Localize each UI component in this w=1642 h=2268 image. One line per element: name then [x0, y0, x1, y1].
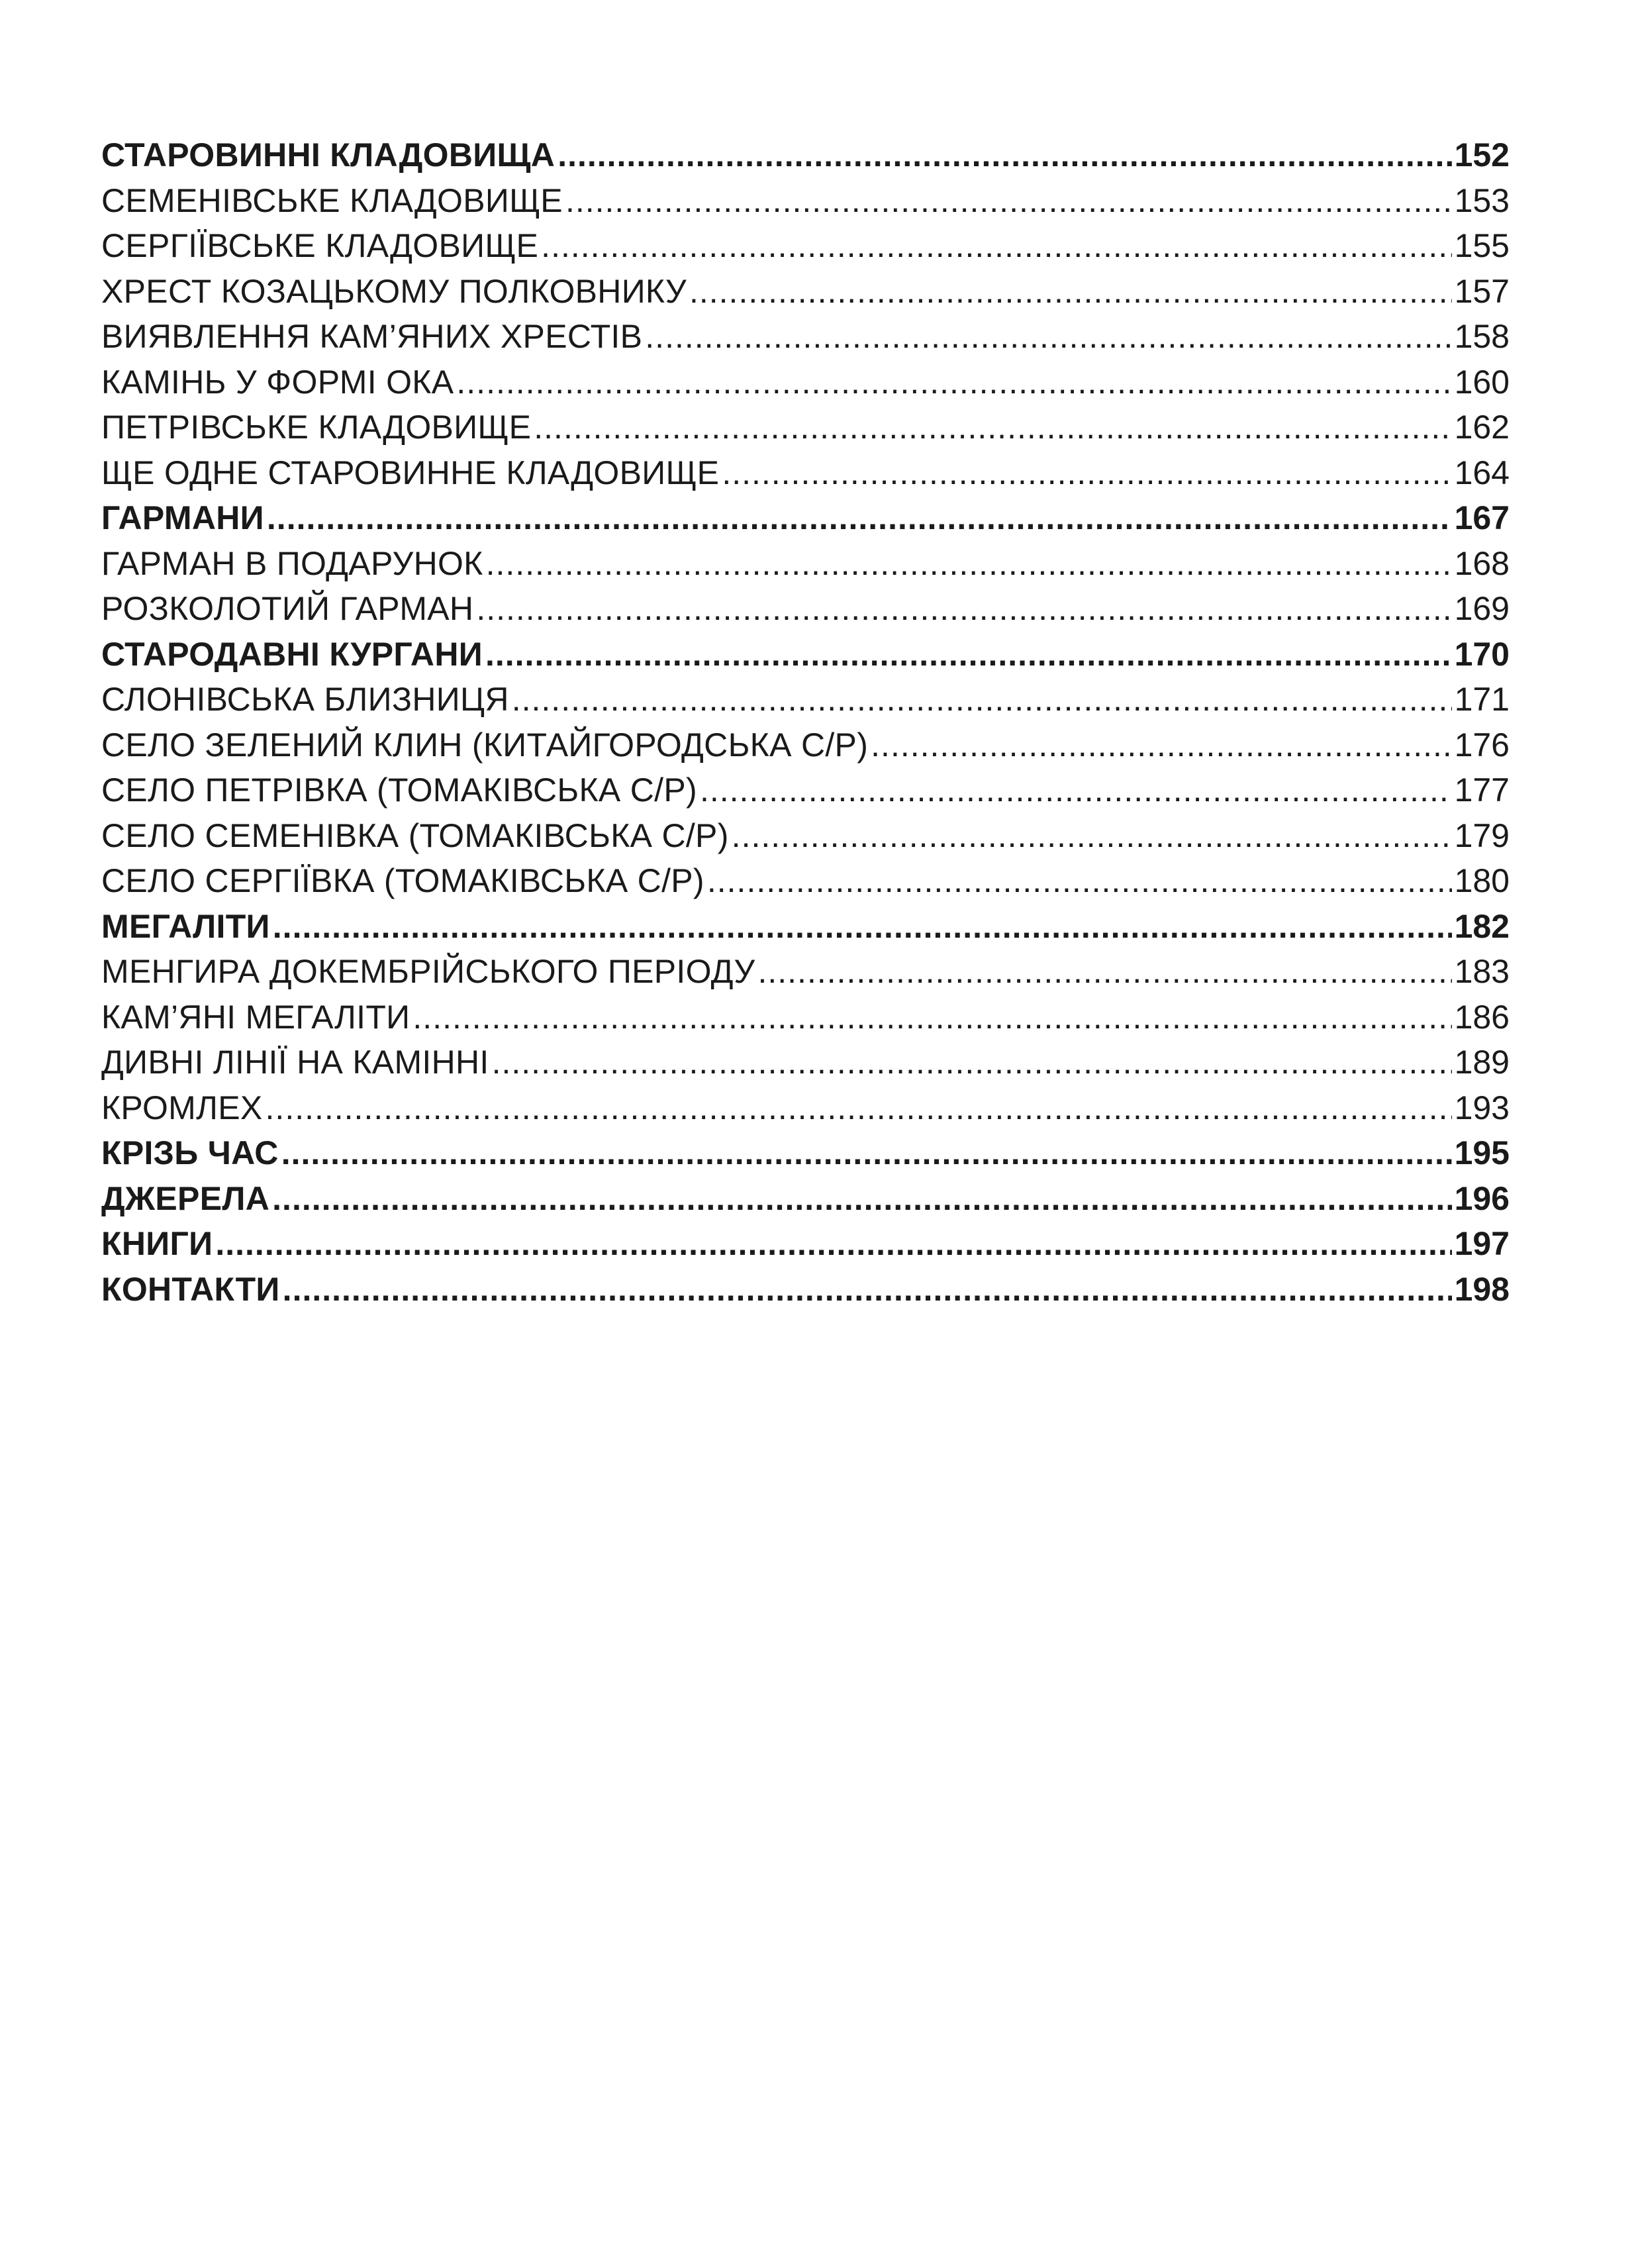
toc-entry[interactable] — [101, 360, 1510, 405]
toc-entry-title: МЕНГИРА ДОКЕМБРІЙСЬКОГО ПЕРІОДУ — [101, 953, 755, 990]
toc-leader-dots — [565, 178, 1452, 224]
toc-leader-dots — [486, 541, 1452, 587]
toc-leader-dots — [215, 1221, 1451, 1267]
toc-entry-page: 167 — [1454, 499, 1510, 536]
toc-leader-dots — [707, 858, 1452, 904]
toc-entry-page: 162 — [1454, 409, 1510, 446]
toc-entry-page: 183 — [1454, 953, 1510, 990]
toc-entry-title: СТАРОВИННІ КЛАДОВИЩА — [101, 136, 555, 173]
toc-entry-title: ПЕТРІВСЬКЕ КЛАДОВИЩЕ — [101, 409, 532, 446]
toc-entry-page: 180 — [1454, 862, 1510, 899]
toc-entry-page: 168 — [1454, 544, 1510, 582]
toc-leader-dots — [476, 586, 1451, 632]
toc-entry-page: 193 — [1454, 1089, 1510, 1126]
toc-entry[interactable] — [101, 269, 1510, 315]
toc-entry[interactable] — [101, 1130, 1510, 1176]
toc-leader-dots — [557, 132, 1451, 178]
toc-entry-title: КАМІНЬ У ФОРМІ ОКА — [101, 363, 454, 401]
toc-entry-title: СЛОНІВСЬКА БЛИЗНИЦЯ — [101, 681, 509, 718]
toc-leader-dots — [456, 360, 1451, 405]
toc-leader-dots — [267, 495, 1452, 541]
table-of-contents — [101, 132, 1510, 1312]
toc-entry-title: РОЗКОЛОТИЙ ГАРМАН — [101, 590, 474, 627]
toc-entry[interactable] — [101, 1085, 1510, 1131]
toc-entry[interactable] — [101, 1176, 1510, 1222]
toc-entry[interactable] — [101, 450, 1510, 496]
toc-entry-page: 186 — [1454, 998, 1510, 1036]
toc-entry[interactable] — [101, 1221, 1510, 1267]
toc-leader-dots — [412, 995, 1451, 1040]
toc-leader-dots — [689, 269, 1452, 315]
toc-entry-page: 152 — [1454, 136, 1510, 173]
toc-entry-page: 157 — [1454, 272, 1510, 310]
toc-entry-title: ГАРМАН В ПОДАРУНОК — [101, 544, 483, 582]
toc-entry[interactable] — [101, 995, 1510, 1040]
toc-entry-title: КНИГИ — [101, 1225, 213, 1262]
toc-entry-title: ЩЕ ОДНЕ СТАРОВИННЕ КЛАДОВИЩЕ — [101, 454, 720, 491]
toc-leader-dots — [266, 1085, 1452, 1131]
toc-entry-page: 198 — [1454, 1270, 1510, 1308]
toc-entry[interactable] — [101, 949, 1510, 995]
toc-entry-title: СЕРГІЇВСЬКЕ КЛАДОВИЩЕ — [101, 227, 539, 264]
toc-entry-page: 155 — [1454, 227, 1510, 264]
toc-entry-page: 197 — [1454, 1225, 1510, 1262]
toc-entry-title: СЕЛО ПЕТРІВКА (ТОМАКІВСЬКА С/Р) — [101, 771, 697, 809]
toc-leader-dots — [541, 223, 1451, 269]
toc-entry-title: СЕЛО СЕМЕНІВКА (ТОМАКІВСЬКА С/Р) — [101, 816, 729, 854]
toc-entry-page: 195 — [1454, 1134, 1510, 1171]
toc-entry-page: 182 — [1454, 907, 1510, 945]
toc-leader-dots — [492, 1040, 1452, 1085]
toc-leader-dots — [272, 1176, 1451, 1222]
toc-entry-title: ХРЕСТ КОЗАЦЬКОМУ ПОЛКОВНИКУ — [101, 272, 687, 310]
toc-entry[interactable] — [101, 405, 1510, 450]
toc-entry-title: СЕЛО ЗЕЛЕНИЙ КЛИН (КИТАЙГОРОДСЬКА С/Р) — [101, 726, 869, 764]
toc-entry[interactable] — [101, 495, 1510, 541]
toc-entry[interactable] — [101, 178, 1510, 224]
toc-entry[interactable] — [101, 1267, 1510, 1312]
toc-entry-page: 164 — [1454, 454, 1510, 491]
toc-leader-dots — [283, 1267, 1452, 1312]
toc-entry[interactable] — [101, 132, 1510, 178]
toc-entry-page: 169 — [1454, 590, 1510, 627]
toc-leader-dots — [722, 450, 1451, 496]
toc-leader-dots — [281, 1130, 1452, 1176]
toc-leader-dots — [732, 813, 1452, 859]
toc-entry-title: КРІЗЬ ЧАС — [101, 1134, 279, 1171]
toc-entry-page: 196 — [1454, 1179, 1510, 1217]
toc-entry-title: КОНТАКТИ — [101, 1270, 280, 1308]
toc-entry[interactable] — [101, 223, 1510, 269]
toc-entry-page: 153 — [1454, 181, 1510, 219]
toc-entry[interactable] — [101, 813, 1510, 859]
toc-entry-page: 160 — [1454, 363, 1510, 401]
toc-leader-dots — [534, 405, 1451, 450]
toc-entry[interactable] — [101, 677, 1510, 722]
toc-entry[interactable] — [101, 314, 1510, 360]
toc-leader-dots — [512, 677, 1452, 722]
toc-entry[interactable] — [101, 632, 1510, 677]
toc-entry[interactable] — [101, 904, 1510, 950]
toc-entry[interactable] — [101, 1040, 1510, 1085]
toc-entry-title: СЕЛО СЕРГІЇВКА (ТОМАКІВСЬКА С/Р) — [101, 862, 704, 899]
toc-leader-dots — [485, 632, 1452, 677]
toc-entry-page: 177 — [1454, 771, 1510, 809]
toc-leader-dots — [700, 767, 1452, 813]
toc-entry-title: ГАРМАНИ — [101, 499, 264, 536]
toc-entry-title: ДИВНІ ЛІНІЇ НА КАМІННІ — [101, 1044, 489, 1081]
toc-entry-title: ВИЯВЛЕННЯ КАМ’ЯНИХ ХРЕСТІВ — [101, 318, 643, 355]
toc-entry-page: 170 — [1454, 635, 1510, 673]
toc-entry-title: СТАРОДАВНІ КУРГАНИ — [101, 635, 483, 673]
toc-entry-title: КРОМЛЕХ — [101, 1089, 263, 1126]
toc-entry-title: СЕМЕНІВСЬКЕ КЛАДОВИЩЕ — [101, 181, 563, 219]
toc-entry-page: 189 — [1454, 1044, 1510, 1081]
toc-entry[interactable] — [101, 767, 1510, 813]
toc-entry-title: МЕГАЛІТИ — [101, 907, 270, 945]
toc-leader-dots — [871, 722, 1451, 768]
toc-leader-dots — [273, 904, 1452, 950]
toc-entry[interactable] — [101, 541, 1510, 587]
toc-entry-title: КАМ’ЯНІ МЕГАЛІТИ — [101, 998, 410, 1036]
toc-entry-page: 158 — [1454, 318, 1510, 355]
toc-entry-page: 176 — [1454, 726, 1510, 764]
toc-entry-page: 171 — [1454, 681, 1510, 718]
toc-entry-page: 179 — [1454, 816, 1510, 854]
toc-entry[interactable] — [101, 858, 1510, 904]
toc-leader-dots — [645, 314, 1451, 360]
toc-entry-title: ДЖЕРЕЛА — [101, 1179, 270, 1217]
toc-leader-dots — [757, 949, 1451, 995]
toc-entry[interactable] — [101, 722, 1510, 768]
toc-entry[interactable] — [101, 586, 1510, 632]
